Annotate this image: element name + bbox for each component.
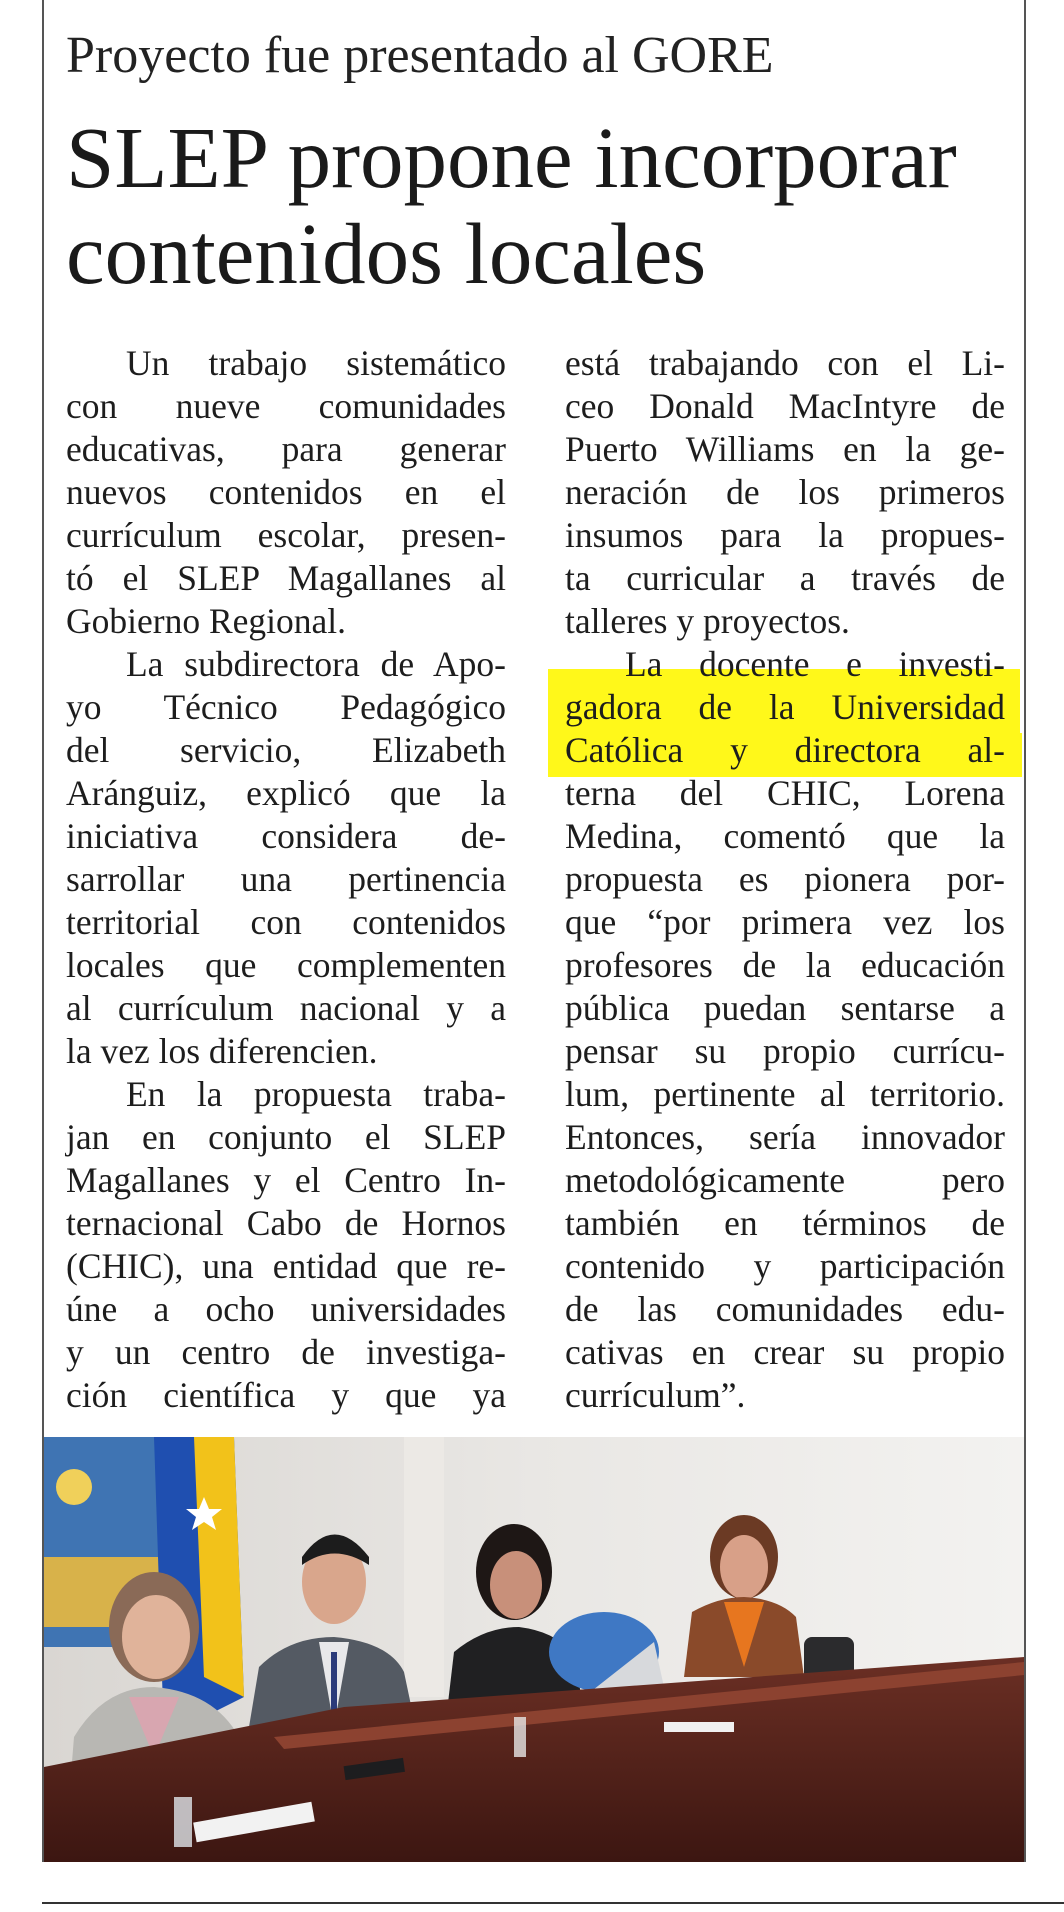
body-line: Medina, comentó que la — [565, 816, 1005, 856]
headline-line: SLEP propone incorporar — [66, 109, 957, 206]
body-line: educativas, para generar — [66, 429, 506, 469]
body-line: iniciativa considera de- — [66, 816, 506, 856]
body-line: talleres y proyectos. — [565, 601, 850, 641]
body-line: neración de los primeros — [565, 472, 1005, 512]
body-line: está trabajando con el Li- — [565, 343, 1005, 383]
meeting-photo — [44, 1437, 1024, 1862]
article-column-right — [565, 342, 1005, 1417]
body-line: de las comunidades edu- — [565, 1289, 1005, 1329]
body-line: nuevos contenidos en el — [66, 472, 506, 512]
body-line: Puerto Williams en la ge- — [565, 429, 1005, 469]
body-line: la vez los diferencien. — [66, 1031, 378, 1071]
body-line: La subdirectora de Apo- — [126, 644, 506, 684]
body-line: Un trabajo sistemático — [126, 343, 506, 383]
body-line: yo Técnico Pedagógico — [66, 687, 506, 727]
body-line: también en términos de — [565, 1203, 1005, 1243]
body-line: metodológicamente pero — [565, 1160, 1005, 1200]
highlighted-line: Católica y directora al- — [565, 730, 1005, 770]
body-line: insumos para la propues- — [565, 515, 1005, 555]
body-line: sarrollar una pertinencia — [66, 859, 506, 899]
body-line: contenido y participación — [565, 1246, 1005, 1286]
body-line: ternacional Cabo de Hornos — [66, 1203, 506, 1243]
body-line: profesores de la educación — [565, 945, 1005, 985]
body-line: pensar su propio currícu- — [565, 1031, 1005, 1071]
highlighted-line: gadora de la Universidad — [565, 687, 1005, 727]
headline-line: contenidos locales — [66, 205, 707, 302]
article-column-left — [66, 342, 506, 1417]
article-headline — [66, 110, 1006, 302]
body-line: Magallanes y el Centro In- — [66, 1160, 506, 1200]
body-line: del servicio, Elizabeth — [66, 730, 506, 770]
body-line: jan en conjunto el SLEP — [66, 1117, 506, 1157]
body-line: lum, pertinente al territorio. — [565, 1074, 1005, 1114]
body-line: ta curricular a través de — [565, 558, 1005, 598]
body-line: y un centro de investiga- — [66, 1332, 506, 1372]
body-line: ción científica y que ya — [66, 1375, 506, 1415]
body-line: propuesta es pionera por- — [565, 859, 1005, 899]
body-line: cativas en crear su propio — [565, 1332, 1005, 1372]
body-line: currículum escolar, presen- — [66, 515, 506, 555]
body-line: con nueve comunidades — [66, 386, 506, 426]
body-line: Gobierno Regional. — [66, 601, 346, 641]
body-line: terna del CHIC, Lorena — [565, 773, 1005, 813]
body-line: La docente e investi- — [625, 644, 1005, 684]
body-line: tó el SLEP Magallanes al — [66, 558, 506, 598]
body-line: currículum”. — [565, 1375, 746, 1415]
body-line: Entonces, sería innovador — [565, 1117, 1005, 1157]
body-line: locales que complementen — [66, 945, 506, 985]
body-line: ceo Donald MacIntyre de — [565, 386, 1005, 426]
article-kicker: Proyecto fue presentado al GORE — [66, 27, 774, 84]
body-line: En la propuesta traba- — [126, 1074, 506, 1114]
body-line: al currículum nacional y a — [66, 988, 506, 1028]
body-line: pública puedan sentarse a — [565, 988, 1005, 1028]
body-line: territorial con contenidos — [66, 902, 506, 942]
body-line: que “por primera vez los — [565, 902, 1005, 942]
body-line: Aránguiz, explicó que la — [66, 773, 506, 813]
bottom-rule — [42, 1902, 1064, 1904]
body-line: (CHIC), una entidad que re- — [66, 1246, 506, 1286]
page-border-right — [1024, 0, 1026, 1862]
body-line: úne a ocho universidades — [66, 1289, 506, 1329]
